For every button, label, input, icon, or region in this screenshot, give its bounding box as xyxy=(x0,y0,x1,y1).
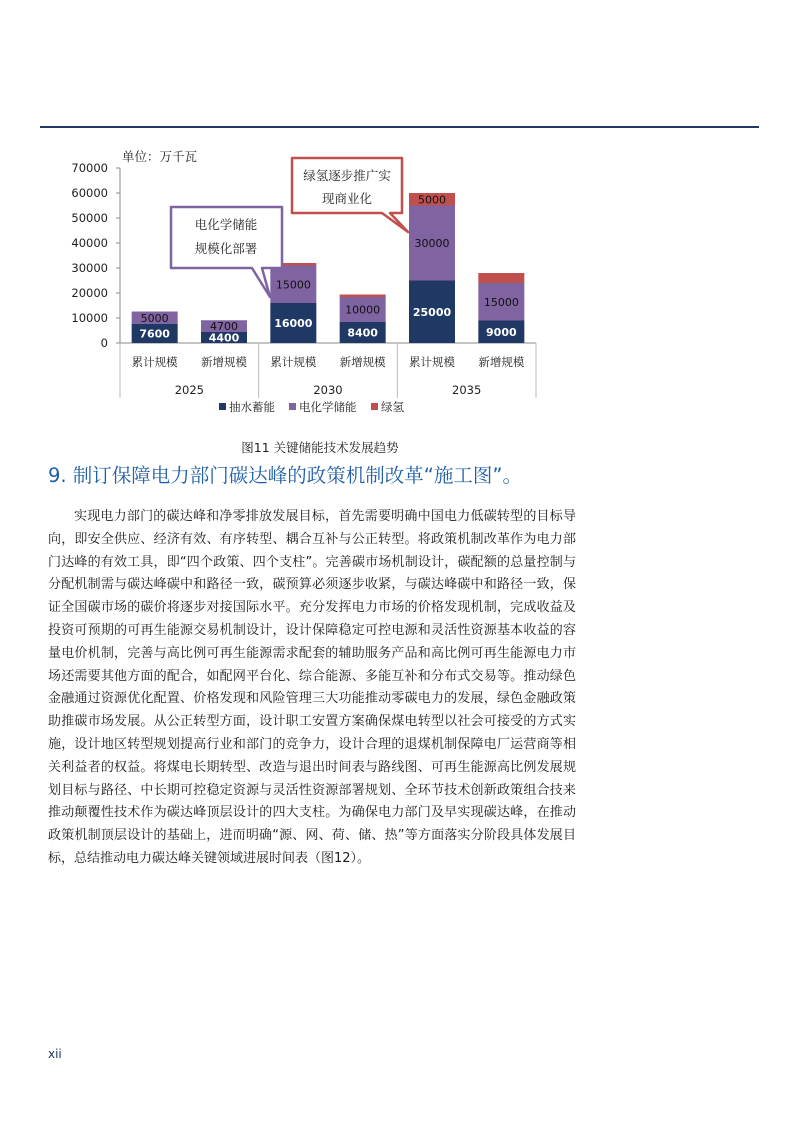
data-label: 15000 xyxy=(275,278,311,292)
y-tick-label: 10000 xyxy=(71,311,108,325)
data-label: 4700 xyxy=(210,320,238,334)
legend-swatch-2 xyxy=(289,403,296,410)
x-category-label: 新增规模 xyxy=(478,355,525,369)
data-label: 10000 xyxy=(345,303,381,317)
y-tick-label: 20000 xyxy=(71,286,108,300)
data-label: 16000 xyxy=(274,317,313,330)
x-category-label: 累计规模 xyxy=(270,355,317,369)
y-tick-label: 50000 xyxy=(71,211,108,225)
unit-label: 单位：万千瓦 xyxy=(122,149,198,164)
section-heading: 9. 制订保障电力部门碳达峰的政策机制改革“施工图”。 xyxy=(48,464,523,487)
data-label: 15000 xyxy=(483,295,519,309)
legend-swatch-3 xyxy=(371,403,378,410)
x-group-label: 2030 xyxy=(313,383,343,397)
callout-green-hydrogen-line-1: 绿氢逐步推广实 xyxy=(303,168,391,183)
bar-4-series-3 xyxy=(340,295,386,298)
x-category-label: 累计规模 xyxy=(131,355,178,369)
page-number: xii xyxy=(48,1047,62,1061)
body-paragraph: 实现电力部门的碳达峰和净零排放发展目标，首先需要明确中国电力低碳转型的目标导向，即安全供应、经济有效、有序转型、耦合互补与公正转型。将政策机制改革作为电力部门达峰的有效工具，即“四个政策、四个支柱”。完善碳市场机制设计，碳配额的总量控制与分配机制需与碳达峰碳中和路径一致，碳预算必须逐步收紧，与碳达峰碳中和路径一致，保证全国碳市场的碳价将逐步对接国际水平。充分发挥电力市场的价格发现机制，完成收益及投资可预期的可再生能源交易机制设计，设计保障稳定可控电源和灵活性资源基本收益的容量电价机制，完善与高比例可再生能源需求配套的辅助服务产品和高比例可再生能源电力市场还需要其他方面的配合，如配网平台化、综合能源、多能互补和分布式交易等。推动绿色金融通过资源优化配置、价格发现和风险管理三大功能推动零碳电力的发展，绿色金融政策助推碳市场发展。从公正转型方面，设计职工安置方案确保煤电转型以社会可接受的方式实施，设计地区转型规划提高行业和部门的竞争力，设计合理的退煤机制保障电厂运营商等相关利益者的权益。将煤电长期转型、改造与退出时间表与路线图、可再生能源高比例发展规划目标与路径、中长期可控稳定资源与灵活性资源部署规划、全环节技术创新政策组合技来推动颠覆性技术作为碳达峰顶层设计的四大支柱。为确保电力部门及早实现碳达峰，在推动政策机制顶层设计的基础上，进而明确“源、网、荷、储、热”等方面落实分阶段具体发展目标，总结推动电力碳达峰关键领域进展时间表（图12）。 xyxy=(48,509,576,866)
y-tick-label: 60000 xyxy=(71,186,108,200)
data-label: 7600 xyxy=(139,327,170,341)
figure-caption: 图11 关键储能技术发展趋势 xyxy=(241,440,399,455)
y-tick-label: 30000 xyxy=(71,261,108,275)
legend-label-3: 绿氢 xyxy=(381,400,404,414)
bar-6-series-3 xyxy=(478,273,524,283)
legend-swatch-1 xyxy=(219,403,226,410)
data-label: 30000 xyxy=(414,237,450,250)
y-tick-label: 0 xyxy=(100,336,108,350)
data-label: 9000 xyxy=(486,325,517,339)
y-tick-label: 70000 xyxy=(71,161,108,175)
data-label: 8400 xyxy=(347,326,378,340)
data-label: 25000 xyxy=(412,305,452,319)
y-tick-label: 40000 xyxy=(71,236,108,250)
data-label: 5000 xyxy=(140,311,169,325)
legend-label-1: 抽水蓄能 xyxy=(229,400,275,414)
callout-electrochemical-line-1: 电化学储能 xyxy=(194,217,258,232)
data-label: 5000 xyxy=(418,193,446,207)
x-group-label: 2035 xyxy=(452,383,482,397)
x-category-label: 累计规模 xyxy=(409,355,455,369)
data-label: 4400 xyxy=(208,331,240,345)
x-category-label: 新增规模 xyxy=(201,355,247,369)
legend-label-2: 电化学储能 xyxy=(299,400,357,414)
storage-chart xyxy=(0,0,793,440)
x-category-label: 新增规模 xyxy=(339,355,386,369)
x-group-label: 2025 xyxy=(174,383,204,397)
callout-electrochemical-line-2: 规模化部署 xyxy=(194,241,258,256)
callout-green-hydrogen-line-2: 现商业化 xyxy=(321,191,373,206)
